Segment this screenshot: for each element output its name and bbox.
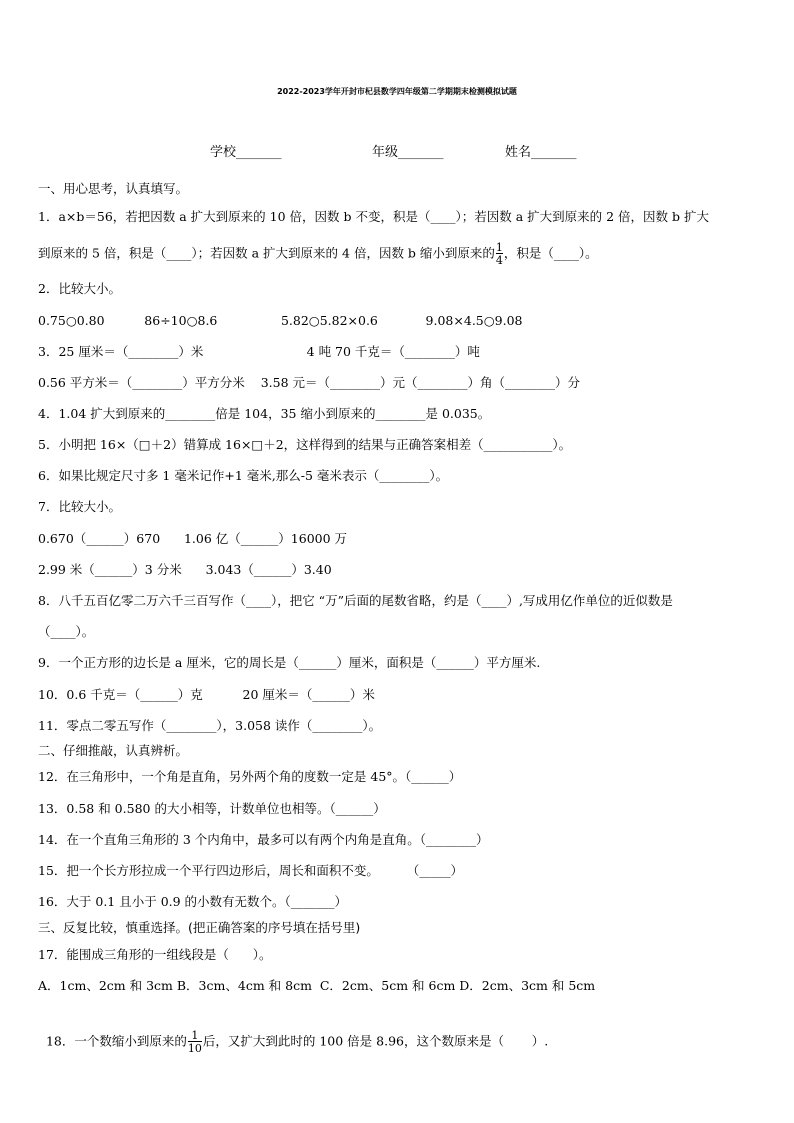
question-18-text-b: 后，又扩大到此时的 100 倍是 8.96，这个数原来是（ ）.	[202, 1033, 549, 1049]
question-4: 4．1.04 扩大到原来的________倍是 104，35 缩小到原来的________是 0.035。	[38, 406, 491, 421]
question-8-line-1: 8．八千五百亿零二万六千三百写作（____），把它 “万”后面的尾数省略，约是（____）,写成用亿作单位的近似数是	[38, 593, 673, 608]
section-heading-3: 三、反复比较，慎重选择。(把正确答案的序号填在括号里)	[38, 920, 361, 935]
question-17: 17．能围成三角形的一组线段是（ ）。	[38, 947, 272, 962]
question-14: 14．在一个直角三角形的 3 个内角中，最多可以有两个内角是直角。（________）	[38, 832, 489, 847]
question-7-line-2: 2.99 米（______）3 分米 3.043（______）3.40	[38, 562, 332, 577]
question-13: 13．0.58 和 0.580 的大小相等，计数单位也相等。（______）	[38, 801, 386, 816]
fraction-one-quarter	[496, 242, 503, 266]
question-7: 7．比较大小。	[38, 499, 121, 514]
question-18	[38, 1012, 548, 1054]
school-field: 学校_______	[210, 145, 282, 160]
question-2: 2．比较大小。	[38, 281, 121, 296]
question-18-text-a: 18．一个数缩小到原来的	[45, 1033, 187, 1049]
question-1-line-1: 1．a×b＝56，若把因数 a 扩大到原来的 10 倍，因数 b 不变，积是（____）；若因数 a 扩大到原来的 2 倍，因数 b 扩大	[38, 209, 709, 224]
fraction-denominator: 10	[187, 1042, 202, 1055]
question-10: 10．0.6 千克＝（______）克 20 厘米＝（______）米	[38, 687, 375, 702]
question-17-options: A．1cm、2cm 和 3cm B．3cm、4cm 和 8cm C．2cm、5cm 和 6cm D．2cm、3cm 和 5cm	[38, 978, 596, 993]
question-15: 15．把一个长方形拉成一个平行四边形后，周长和面积不变。 （_____）	[38, 863, 463, 878]
name-field: 姓名_______	[505, 145, 577, 160]
fraction-numerator: 1	[495, 241, 503, 254]
section-heading-2: 二、仔细推敲，认真辨析。	[38, 743, 189, 758]
question-11: 11．零点二零五写作（________），3.058 读作（________）。	[38, 718, 382, 733]
question-3-line-1: 3．25 厘米＝（________）米 4 吨 70 千克＝（________）吨	[38, 344, 480, 359]
question-12: 12．在三角形中，一个角是直角，另外两个角的度数一定是 45°。（______）	[38, 769, 462, 784]
question-9: 9．一个正方形的边长是 a 厘米，它的周长是（______）厘米，面积是（______）平方厘米.	[38, 655, 541, 670]
question-3-line-2: 0.56 平方米＝（________）平方分米 3.58 元＝（________）元（________）角（________）分	[38, 375, 581, 390]
fraction-numerator: 1	[191, 1029, 199, 1042]
question-1-text-a: 到原来的 5 倍，积是（____）；若因数 a 扩大到原来的 4 倍，因数 b 缩小到原来的	[38, 245, 495, 261]
question-2-items: 0.75○0.80 86÷10○8.6 5.82○5.82×0.6 9.08×4.5○9.08	[38, 313, 523, 328]
question-1-line-2	[38, 242, 598, 266]
question-16: 16．大于 0.1 且小于 0.9 的小数有无数个。（_______）	[38, 894, 348, 909]
section-heading-1: 一、用心思考，认真填写。	[38, 181, 189, 196]
page-title: 2022-2023学年开封市杞县数学四年级第二学期期末检测模拟试题	[277, 87, 517, 96]
grade-field: 年级_______	[372, 145, 444, 160]
fraction-denominator: 4	[495, 254, 503, 267]
question-8-line-2: （____）。	[38, 624, 95, 639]
fraction-one-tenth	[188, 1030, 202, 1054]
question-7-line-1: 0.670（______）670 1.06 亿（______）16000 万	[38, 531, 348, 546]
question-6: 6．如果比规定尺寸多 1 毫米记作+1 毫米,那么-5 毫米表示（________）。	[38, 468, 449, 483]
question-5: 5．小明把 16×（□＋2）错算成 16×□＋2，这样得到的结果与正确答案相差（___________）。	[38, 437, 572, 452]
question-1-text-b: ，积是（____）。	[503, 245, 598, 261]
